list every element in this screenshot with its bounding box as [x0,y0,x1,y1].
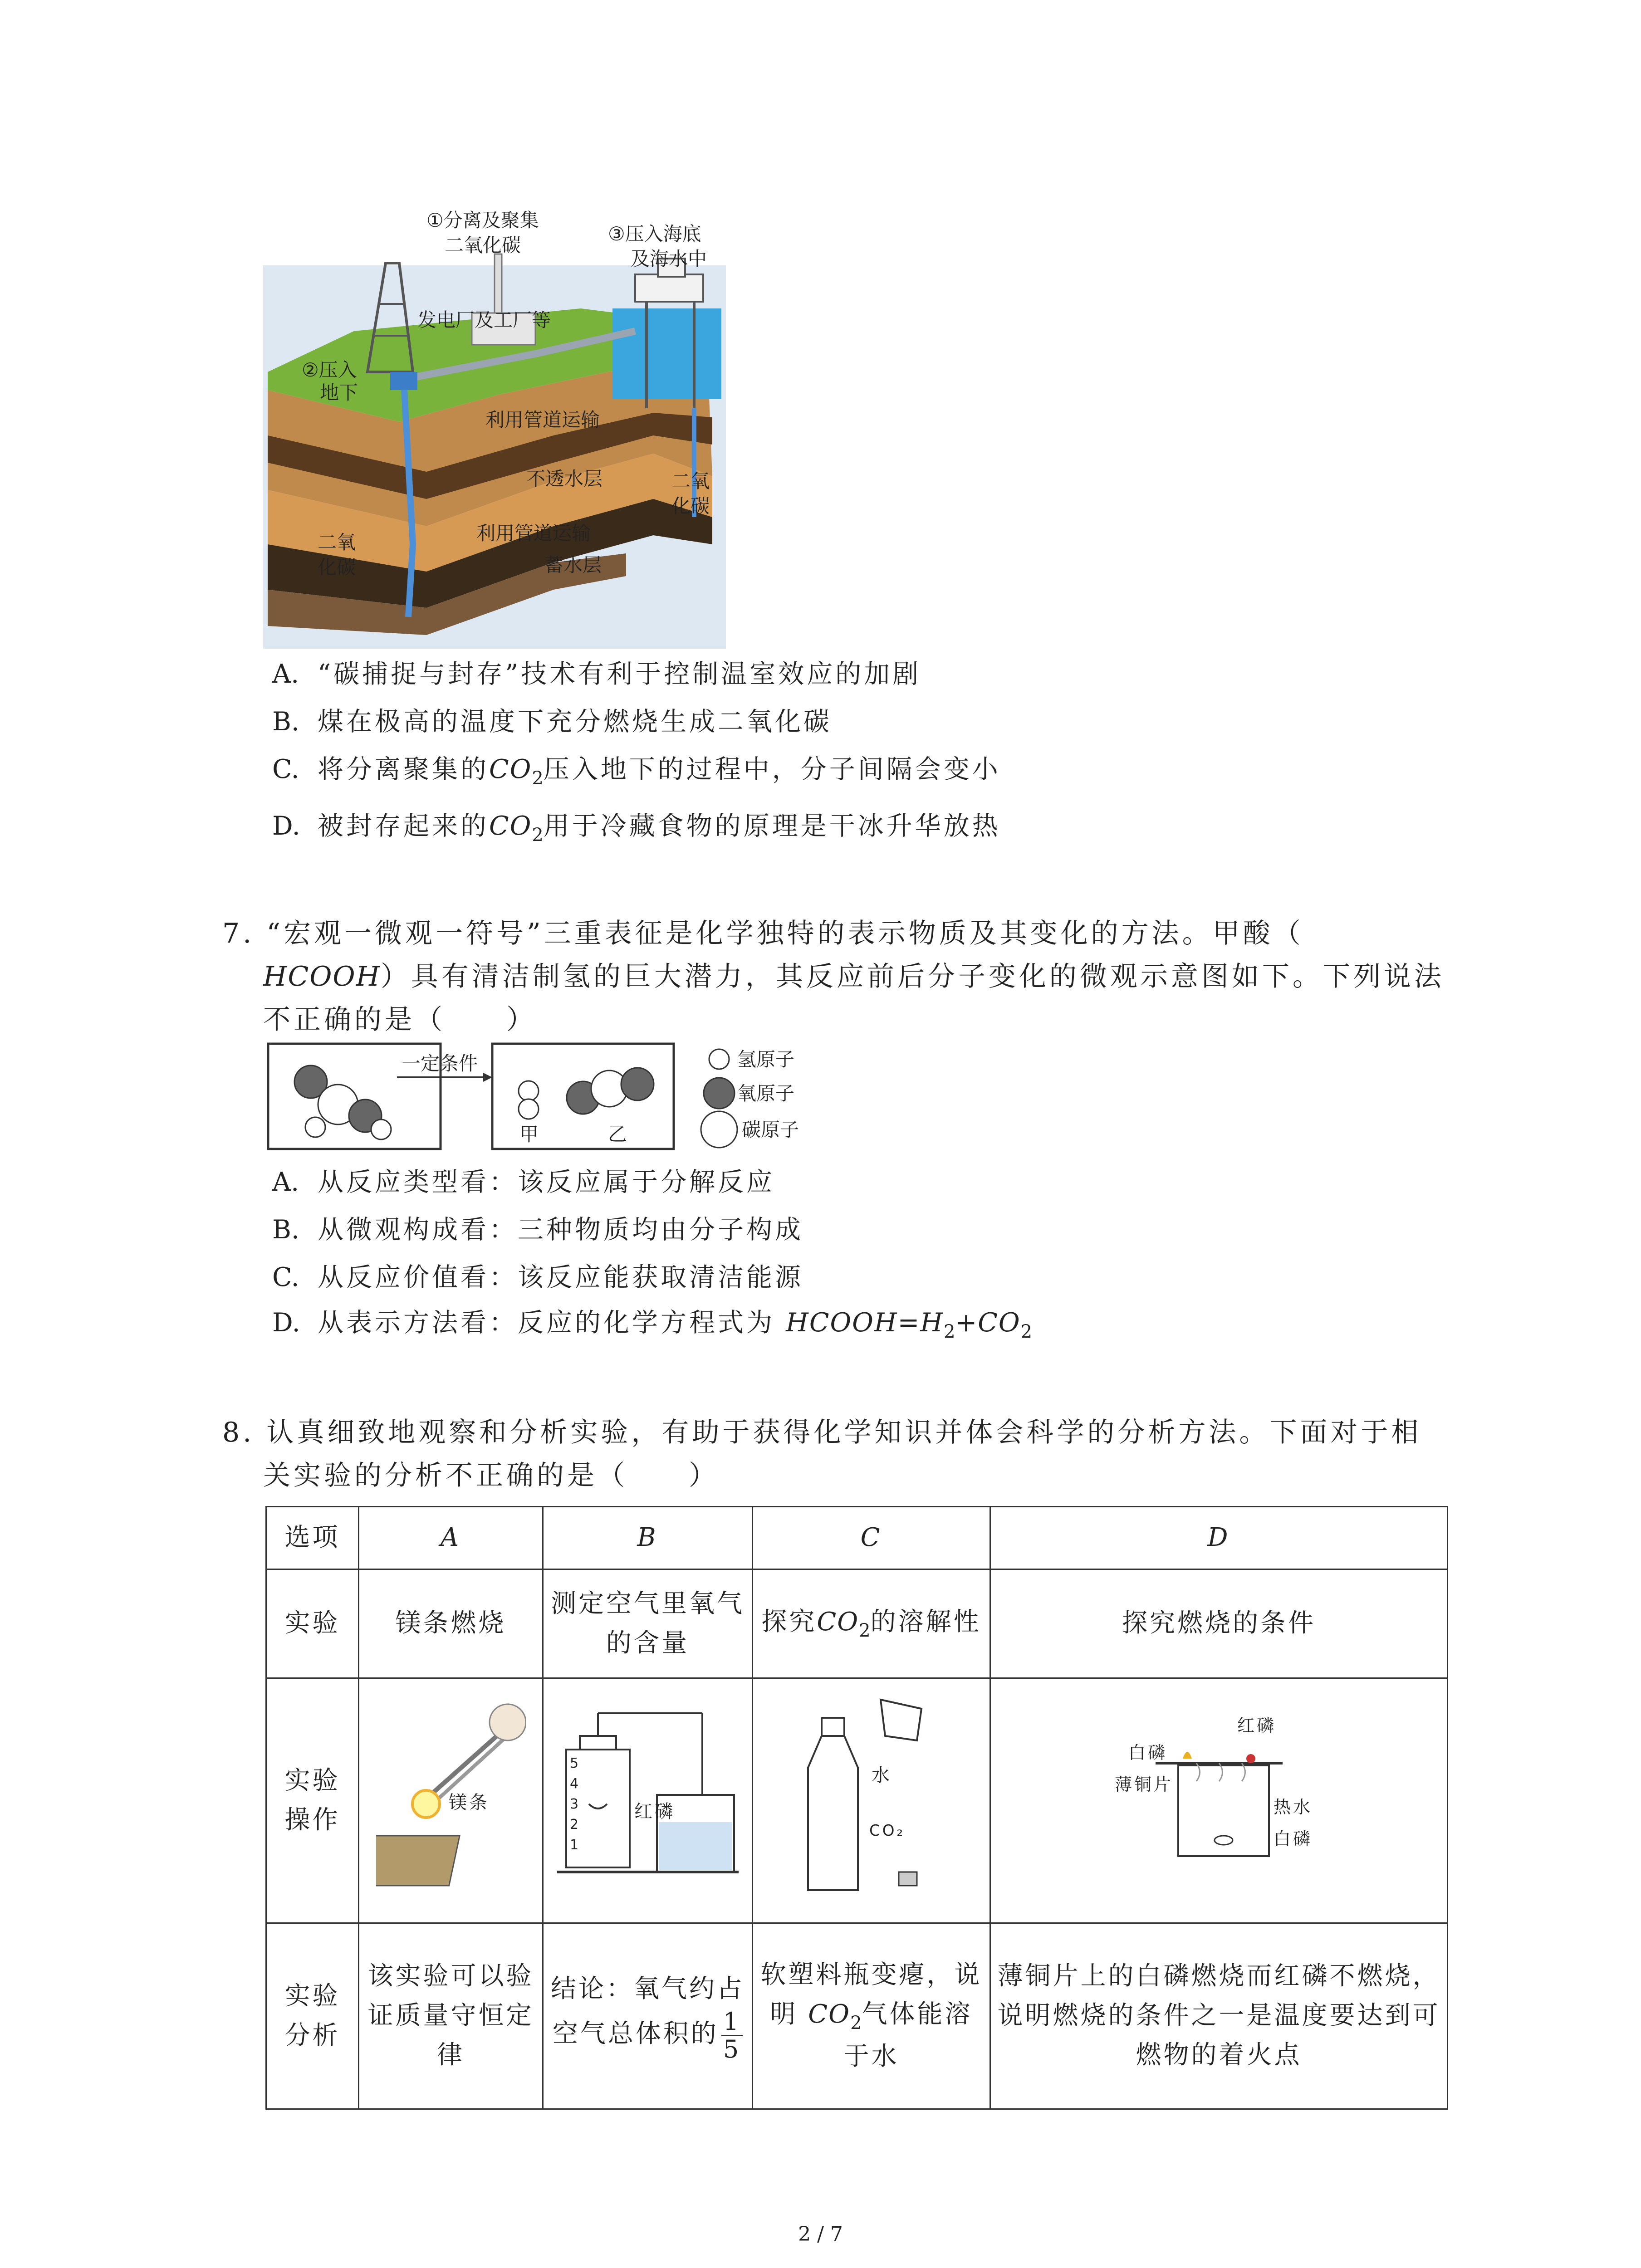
formula: HCOOH [263,961,381,992]
label-impermeable: 不透水层 [526,468,603,490]
hydrogen-atom [305,1117,325,1137]
tag-co2: CO₂ [869,1821,905,1840]
label-plant: 发电厂及工厂等 [417,309,551,331]
row-label: 实验分析 [266,1923,359,2109]
fraction-numerator: 1 [721,2009,743,2036]
cell-analysis-a: 该实验可以验证质量守恒定律 [359,1923,543,2109]
cell-text: 气体能溶于水 [843,1999,973,2071]
q8-stem-line1: 8. 认真细致地观察和分析实验，有助于获得化学知识并体会科学的分析方法。下面对于相 [222,1417,1422,1448]
q7-stem-line3: 不正确的是（ ） [263,1004,537,1036]
option-text: 从微观构成看：三种物质均由分子构成 [318,1215,803,1245]
scale-5: 5 [569,1755,581,1771]
header-col-c: C [753,1507,990,1569]
page-number: 2 / 7 [798,2223,843,2246]
label-co2-right-2: 化碳 [671,495,710,517]
option-text-pre: 被封存起来的 [318,811,489,841]
label-separate-2: 二氧化碳 [445,234,521,256]
q7-reaction-diagram [265,1041,855,1159]
hydrogen-atom [371,1119,391,1139]
label-separate-1: ①分离及聚集 [426,209,539,231]
fraction-denominator: 5 [723,2035,741,2064]
tag-hot-water: 热水 [1273,1797,1313,1817]
label-co2-left-1: 二氧 [318,531,356,553]
q8-experiment-table [265,1506,1448,2110]
formula-subscript: 2 [859,1620,871,1641]
cell-analysis-c [753,1923,990,2109]
cell-op-c [753,1678,990,1923]
equation-subscript: 2 [944,1321,955,1342]
option-letter: A. [272,1167,299,1197]
fraction [721,2009,743,2063]
legend-hydrogen-icon [709,1049,729,1069]
q6-option-a [272,653,921,690]
option-text: 煤在极高的温度下充分燃烧生成二氧化碳 [318,707,832,737]
row-label: 实验 [266,1569,359,1678]
equation-subscript: 2 [1020,1321,1033,1342]
label-underground-2: 地下 [320,381,358,404]
scale-3: 3 [569,1796,581,1812]
oxygen-atom [621,1068,654,1100]
label-co2-left-2: 化碳 [318,556,356,578]
cell-text: 探究 [761,1607,817,1637]
scale-4: 4 [569,1775,581,1792]
cell-analysis-b [543,1923,753,2109]
option-text-pre: 将分离聚集的 [318,754,489,784]
table-row-operation [266,1678,1448,1923]
header-col-a: A [359,1507,543,1569]
q7-stem-line2 [263,955,1445,994]
tag-water: 水 [871,1765,892,1786]
option-text: 从反应价值看：该反应能获取清洁能源 [318,1262,803,1292]
option-letter: C. [272,754,299,784]
option-letter: D. [272,1308,300,1338]
option-text: “碳捕捉与封存”技术有利于控制温室效应的加剧 [318,659,921,689]
tag-white-phosphorus-top: 白磷 [1128,1742,1167,1763]
formula-subscript: 2 [850,2013,862,2033]
legend-hydrogen: 氢原子 [737,1048,795,1070]
cell-exp-a: 镁条燃烧 [359,1569,543,1678]
cell-text: 的溶解性 [870,1607,981,1637]
hydrogen-atom [519,1099,539,1119]
formula-subscript: 2 [532,825,544,846]
q8-stem-line2: 关实验的分析不正确的是（ ） [263,1460,719,1491]
legend-oxygen-icon [704,1078,735,1109]
scale-1: 1 [569,1837,581,1853]
magnesium-burning-illustration [376,1695,526,1895]
hydrogen-atom [519,1081,539,1101]
header-col-b: B [543,1507,753,1569]
q7-option-a [272,1161,775,1198]
formula: CO [489,754,532,784]
cell-text: 软塑料瓶变瘪，说明 [760,1960,982,2029]
q7-option-c [272,1256,803,1294]
tag-red-phosphorus: 红磷 [634,1801,675,1822]
q6-option-d [272,805,1001,846]
cell-exp-c [753,1569,990,1678]
cell-op-b [543,1678,753,1923]
q6-option-b [272,701,832,738]
option-letter: B. [272,1215,300,1245]
label-yi: 乙 [608,1123,627,1145]
ccs-figure [263,200,740,649]
legend-carbon: 碳原子 [742,1119,799,1141]
equation-part: +CO [955,1308,1021,1338]
tag-white-phosphorus-bottom: 白磷 [1273,1828,1313,1849]
table-header-row [266,1507,1448,1569]
q7-option-b [272,1209,803,1246]
condition-label: 一定条件 [402,1052,478,1075]
label-sea-2: 及海水中 [631,248,707,270]
tag-magnesium: 镁条 [448,1792,490,1813]
option-text-post: 用于冷藏食物的原理是干冰升华放热 [543,811,1001,841]
header-label: 选项 [266,1507,359,1569]
row-label: 实验操作 [266,1678,359,1923]
equation-part: HCOOH=H [786,1308,944,1338]
option-letter: C. [272,1262,299,1292]
label-pipe-2: 利用管道运输 [476,522,591,544]
label-aquifer: 蓄水层 [544,554,602,576]
stem-text: ）具有清洁制氢的巨大潜力，其反应前后分子变化的微观示意图如下。下列说法 [380,961,1445,992]
tag-copper-sheet: 薄铜片 [1114,1774,1173,1794]
cell-op-a [359,1678,543,1923]
label-pipe-1: 利用管道运输 [485,409,600,431]
label-co2-right-1: 二氧 [671,470,710,492]
cell-analysis-d: 薄铜片上的白磷燃烧而红磷不燃烧，说明燃烧的条件之一是温度要达到可燃物的着火点 [990,1923,1448,2109]
option-letter: B. [272,707,300,737]
formula: CO [808,1999,851,2029]
q6-option-c [272,748,1001,789]
table-row-analysis [266,1923,1448,2109]
label-underground-1: ②压入 [302,359,357,381]
legend-carbon-icon [701,1111,737,1148]
scale-2: 2 [569,1816,581,1833]
label-jia: 甲 [519,1123,539,1145]
cell-exp-b: 测定空气里氧气的含量 [543,1569,753,1678]
header-col-d: D [990,1507,1448,1569]
oxygen-measurement-illustration [553,1695,743,1895]
table-row-experiment [266,1569,1448,1678]
label-sea-1: ③压入海底 [608,223,701,245]
option-letter: A. [272,659,299,689]
option-text-post: 压入地下的过程中，分子间隔会变小 [543,754,1001,784]
legend-oxygen: 氧原子 [737,1082,795,1105]
formula: CO [489,811,532,841]
option-letter: D. [272,811,300,841]
q7-option-d [272,1302,1032,1342]
cell-exp-d: 探究燃烧的条件 [990,1569,1448,1678]
option-text-pre: 从表示方法看：反应的化学方程式为 [318,1308,786,1338]
tag-red-phosphorus-d: 红磷 [1237,1715,1276,1735]
option-text: 从反应类型看：该反应属于分解反应 [318,1167,775,1197]
combustion-condition-illustration [1115,1695,1323,1895]
formula: CO [817,1607,859,1637]
co2-bottle-illustration [785,1691,958,1899]
formula-subscript: 2 [532,768,544,789]
cell-op-d [990,1678,1448,1923]
q7-stem-line1: 7. “宏观一微观一符号”三重表征是化学独特的表示物质及其变化的方法。甲酸（ [222,918,1304,949]
cell-text: 结论：氧气约占空气总体积的 [551,1974,745,2049]
